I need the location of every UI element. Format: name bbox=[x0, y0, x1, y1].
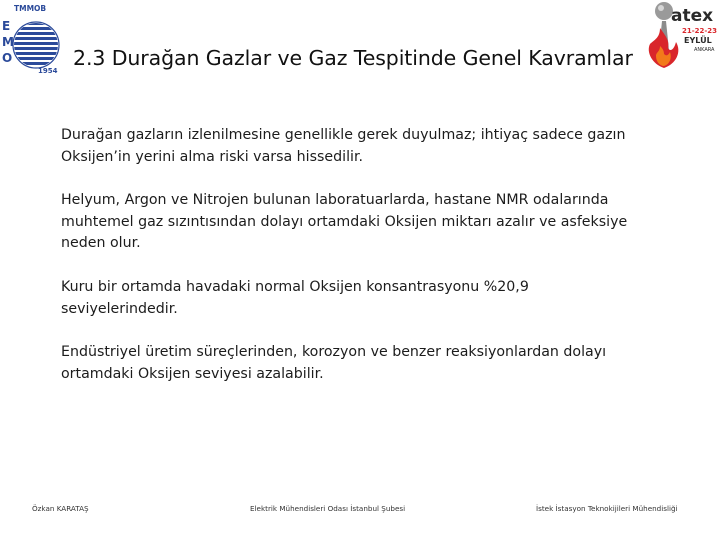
emo-letter-e: E bbox=[2, 19, 11, 33]
footer-topic: İstek İstasyon Teknokijileri Mühendisliği bbox=[536, 504, 678, 513]
footer-organization: Elektrik Mühendisleri Odası İstanbul Şubesi bbox=[250, 504, 406, 513]
paragraph-line: neden olur. bbox=[61, 235, 141, 251]
paragraph-laboratory-nmr bbox=[61, 190, 661, 255]
paragraph-line: muhtemel gaz sızıntısından dolayı ortamdaki Oksijen miktarı azalır ve asfeksiye bbox=[61, 213, 628, 230]
slide-title: 2.3 Durağan Gazlar ve Gaz Tespitinde Genel Kavramlar bbox=[73, 46, 633, 70]
paragraph-line: seviyelerindedir. bbox=[61, 300, 178, 317]
emo-letter-m: M bbox=[2, 35, 14, 49]
paragraph-line: Endüstriyel üretim süreçlerinden, korozyon ve benzer reaksiyonlardan dolayı bbox=[61, 344, 607, 360]
footer-author: Özkan KARATAŞ bbox=[32, 504, 89, 513]
atex-dates: 21-22-23 bbox=[682, 27, 718, 35]
paragraph-inert-gas-monitoring bbox=[61, 125, 661, 168]
emo-letter-o: O bbox=[2, 51, 13, 65]
emo-logo-year: 1954 bbox=[38, 67, 58, 75]
paragraph-line: Durağan gazların izlenilmesine genellikle gerek duyulmaz; ihtiyaç sadece gazın bbox=[61, 127, 626, 143]
paragraph-oxygen-concentration bbox=[61, 277, 661, 320]
atex-brand-text: atex bbox=[671, 6, 714, 26]
atex-month: EYLÜL bbox=[684, 36, 712, 45]
paragraph-line: Kuru bir ortamda havadaki normal Oksijen konsantrasyonu %20,9 bbox=[61, 279, 529, 295]
emo-logo-top-text: TMMOB bbox=[14, 4, 47, 13]
emo-logo bbox=[0, 0, 66, 76]
paragraph-line: ortamdaki Oksijen seviyesi azalabilir. bbox=[61, 365, 324, 382]
atex-logo bbox=[644, 0, 720, 74]
paragraph-line: Oksijen’in yerini alma riski varsa hissedilir. bbox=[61, 148, 364, 165]
paragraph-industrial-processes bbox=[61, 342, 661, 385]
paragraph-line: Helyum, Argon ve Nitrojen bulunan laboratuarlarda, hastane NMR odalarında bbox=[61, 192, 609, 208]
atex-city: ANKARA bbox=[694, 47, 715, 53]
